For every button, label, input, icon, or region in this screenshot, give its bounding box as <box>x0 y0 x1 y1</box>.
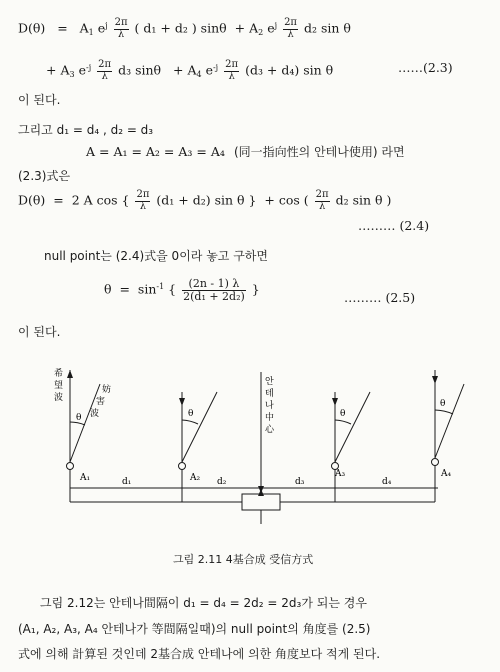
label-desired-3: 波 <box>54 393 64 403</box>
eq1-a4-sub: 4 <box>196 69 202 79</box>
eq2-number: ……… (2.4) <box>358 218 430 233</box>
eq1-a4: A <box>187 62 197 78</box>
label-center-1: 안 <box>265 377 274 387</box>
label-a4: A₄ <box>441 469 452 479</box>
eq1-lhs: D(θ) <box>18 20 46 36</box>
eq1-term4-arg: (d₃ + d₄) sin θ <box>245 62 334 78</box>
eq1-frac2-den: λ <box>287 28 294 40</box>
eq1-j2: j <box>274 20 278 30</box>
eq1-frac2 <box>283 18 298 40</box>
eq3-denom: 2(d₁ + 2d₂) <box>183 289 245 303</box>
arrow-a2 <box>179 398 185 406</box>
antenna-diagram <box>52 362 472 540</box>
label-center-3: 나 <box>265 401 274 411</box>
eq1-frac4 <box>224 60 239 82</box>
label-d1: d₁ <box>122 477 132 487</box>
label-center-2: 테 <box>265 389 274 399</box>
label-center-5: 心 <box>265 425 275 435</box>
eq1-e1: e <box>97 20 106 36</box>
eq1-mj3: -j <box>85 62 92 72</box>
arrow-a4 <box>432 376 438 384</box>
eq3-lbrace: { <box>168 281 177 297</box>
eq1-frac1 <box>114 18 129 40</box>
eq1-plus3: + <box>172 62 184 78</box>
eq2-coef: 2 A cos { <box>71 192 130 208</box>
eq1-a2-sub: 2 <box>258 27 264 37</box>
paragraph-line-1: 그림 2.12는 안테나間隔이 d₁ = d₄ = 2d₂ = 2d₃가 되는 경우 <box>40 596 367 610</box>
eq1-plus2: + <box>46 62 57 78</box>
eq2-frac1-den: λ <box>139 200 147 212</box>
arrow-a3 <box>332 398 338 406</box>
text-null-point: null point는 (2.4)式을 0이라 놓고 구하면 <box>44 249 268 263</box>
paragraph-line-3: 式에 의해 計算된 것인데 2基合成 안테나에 의한 角度보다 적게 된다. <box>18 647 381 661</box>
eq3-numer: (2n - 1) λ <box>182 278 246 291</box>
eq1-a1-sub: 1 <box>88 27 94 37</box>
interference-wave-a2 <box>182 392 217 462</box>
eq1-frac2-num: 2π <box>284 17 297 28</box>
interference-wave-a3 <box>335 392 370 462</box>
eq3-sin: sin <box>137 281 157 297</box>
eq3-rbrace: } <box>251 281 260 297</box>
label-interf-1: 妨 <box>102 385 112 395</box>
eq1-term3-arg: d₃ sinθ <box>118 62 162 78</box>
label-desired-1: 希 <box>54 369 64 379</box>
label-d3: d₃ <box>295 477 305 487</box>
label-a2: A₂ <box>190 473 201 483</box>
eq1-a3: A <box>60 62 70 78</box>
eq1-a3-sub: 3 <box>69 69 75 79</box>
eq1-a1: A <box>79 20 89 36</box>
eq1-frac4-num: 2π <box>225 59 239 70</box>
eq1-term2-arg: d₂ sin θ <box>303 20 351 36</box>
theta-label-a1: θ <box>76 413 82 423</box>
equation-2-3-line2 <box>46 60 333 82</box>
arrow-a1 <box>67 370 73 378</box>
eq1-term1-arg: ( d₁ + d₂ ) sinθ <box>134 20 227 36</box>
eq2-frac2 <box>315 190 330 212</box>
eq2-lhs: D(θ) <box>18 192 46 208</box>
theta-arc-a3 <box>335 420 351 424</box>
eq2-frac2-num: 2π <box>315 189 329 200</box>
label-interf-2: 害 <box>96 397 106 407</box>
eq1-frac1-num: 2π <box>114 17 128 28</box>
theta-label-a3: θ <box>340 409 346 419</box>
theta-label-a2: θ <box>188 409 194 419</box>
label-desired-2: 望 <box>54 381 64 391</box>
label-center-4: 中 <box>265 413 275 423</box>
text-from-2-3: (2.3)式은 <box>18 169 71 183</box>
text-equal-note: (同一指向性의 안테나使用) 라면 <box>234 145 405 159</box>
eq2-frac2-den: λ <box>318 200 326 212</box>
eq2-cos: cos ( <box>278 192 309 208</box>
eq1-equals: = <box>57 20 68 36</box>
theta-arc-a2 <box>182 420 198 424</box>
eq3-frac <box>182 278 246 302</box>
eq2-arg2: d₂ sin θ ) <box>335 192 392 208</box>
label-d2: d₂ <box>217 477 227 487</box>
eq1-number: ……(2.3) <box>398 60 453 75</box>
antenna-a2 <box>179 463 186 470</box>
theta-label-a4: θ <box>440 399 446 409</box>
eq3-equals: = <box>119 281 130 297</box>
eq1-e3: e <box>78 62 86 78</box>
text-condition: 그리고 d₁ = d₄ , d₂ = d₃ <box>18 123 154 137</box>
eq2-equals: = <box>53 192 64 208</box>
label-d4: d₄ <box>382 477 392 487</box>
equation-2-4 <box>18 190 391 212</box>
eq1-frac3-num: 2π <box>98 59 112 70</box>
eq1-frac3 <box>97 60 112 82</box>
eq1-a2: A <box>249 20 259 36</box>
text-idoenda-1: 이 된다. <box>18 93 61 107</box>
eq2-frac1 <box>135 190 150 212</box>
paragraph-line-2: (A₁, A₂, A₃, A₄ 안테나가 等間隔일때)의 null point의 角度를 (2.5) <box>18 622 371 636</box>
text-equal-a: A = A₁ = A₂ = A₃ = A₄ <box>86 144 225 159</box>
arrow-center-up <box>258 489 264 496</box>
eq1-plus1: + <box>234 20 246 36</box>
figure-caption: 그림 2.11 4基合成 受信方式 <box>173 553 314 566</box>
eq2-frac1-num: 2π <box>136 189 150 200</box>
eq1-frac3-den: λ <box>101 70 108 82</box>
equation-2-3-line1 <box>18 18 351 40</box>
eq1-frac4-den: λ <box>228 70 235 82</box>
eq3-lhs: θ <box>104 281 112 297</box>
eq3-number: ……… (2.5) <box>344 290 416 305</box>
eq1-mj4: -j <box>212 62 219 72</box>
label-a1: A₁ <box>80 473 91 483</box>
eq2-plus: + <box>264 192 275 208</box>
eq1-j1: j <box>105 20 108 30</box>
interference-wave-a1 <box>70 384 100 462</box>
label-interf-3: 波 <box>90 409 100 419</box>
eq2-arg1: (d₁ + d₂) sin θ } <box>156 192 257 208</box>
eq1-e4: e <box>205 62 213 78</box>
eq1-frac1-den: λ <box>117 28 125 40</box>
label-a3: A₃ <box>335 469 346 479</box>
eq1-e2: e <box>267 20 275 36</box>
equation-2-5 <box>104 278 260 302</box>
eq3-exp: -1 <box>156 281 165 291</box>
theta-arc-a4 <box>435 410 453 414</box>
text-idoenda-2: 이 된다. <box>18 325 61 339</box>
antenna-a1 <box>67 463 74 470</box>
combiner-box <box>242 494 280 510</box>
interference-wave-a4 <box>435 384 464 458</box>
antenna-a4 <box>432 459 439 466</box>
